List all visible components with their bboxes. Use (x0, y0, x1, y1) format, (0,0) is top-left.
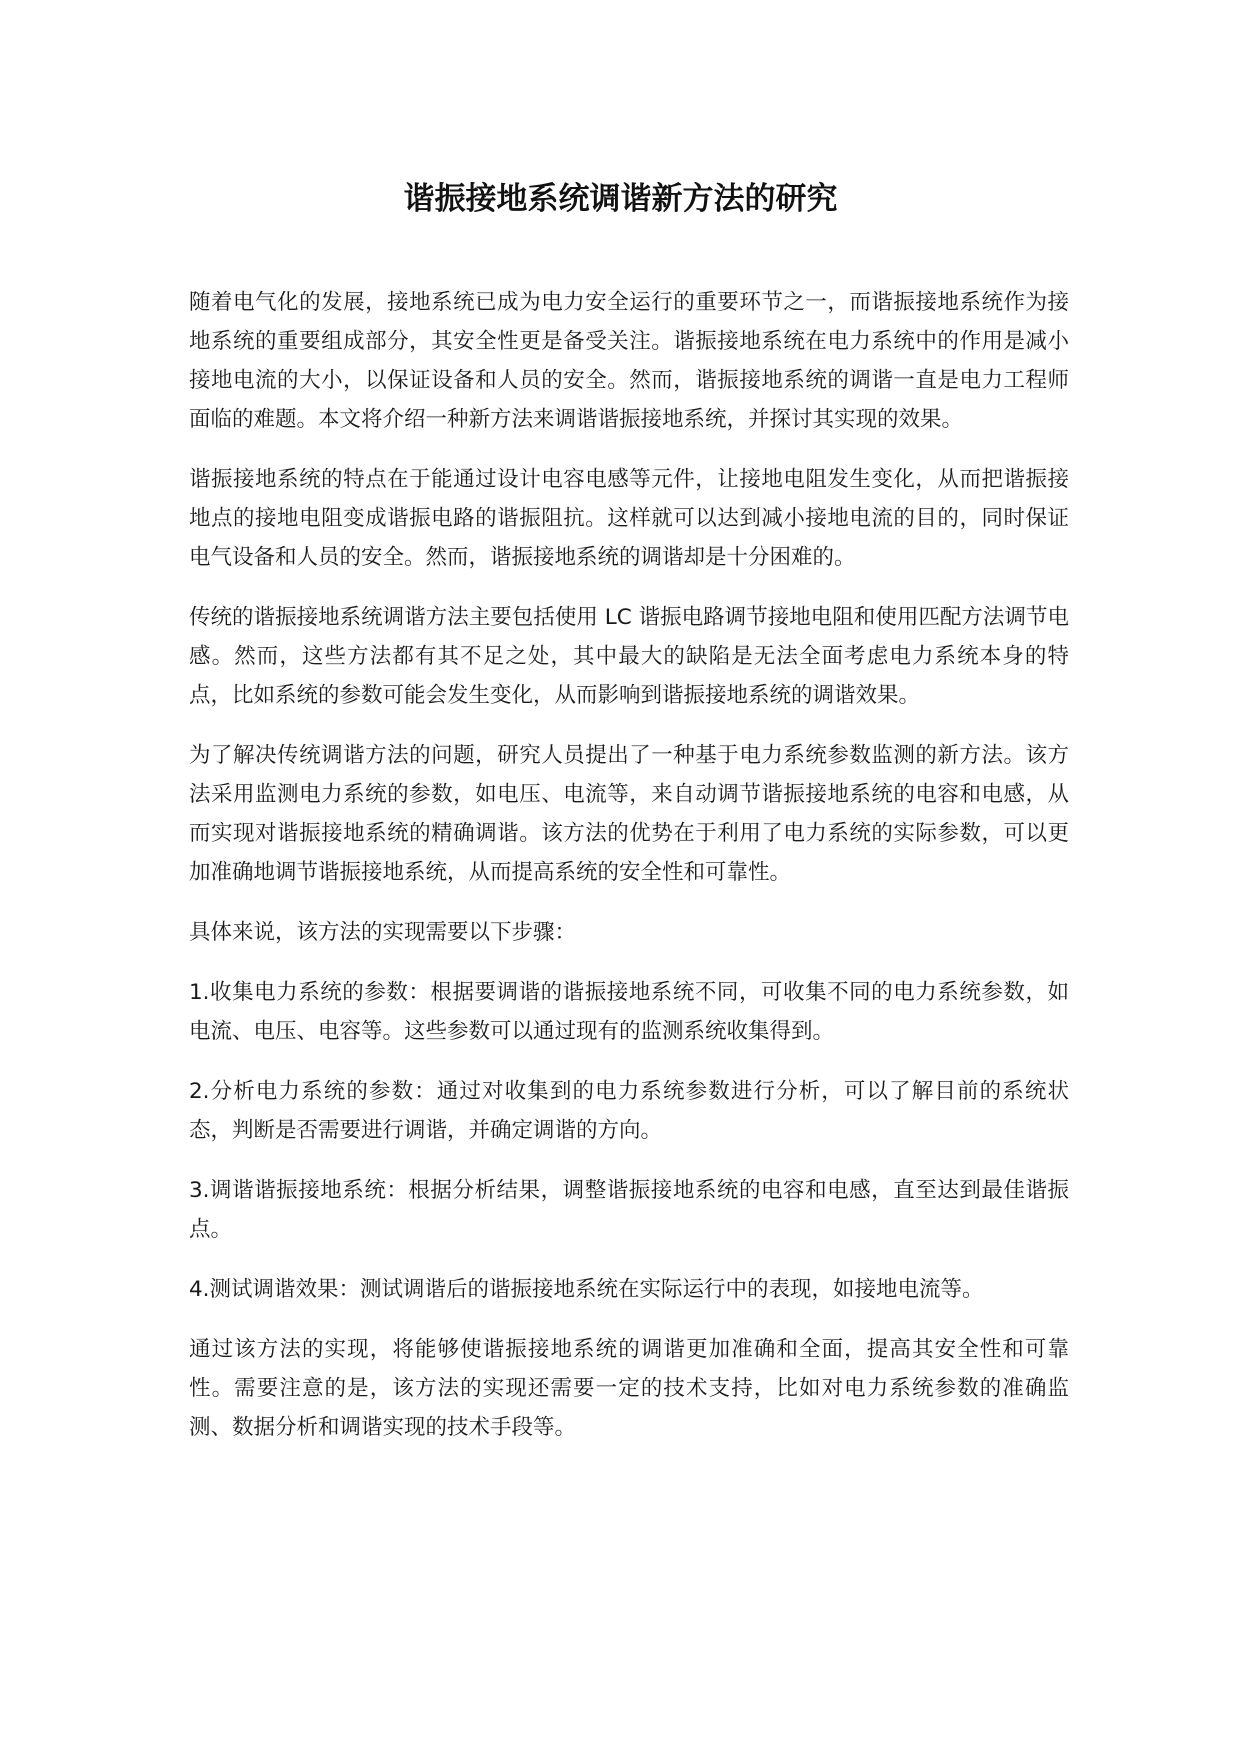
paragraph-step-1: 1.收集电力系统的参数：根据要调谐的谐振接地系统不同，可收集不同的电力系统参数，如电流、电压、电容等。这些参数可以通过现有的监测系统收集得到。 (189, 980, 1069, 1044)
document-title: 谐振接地系统调谐新方法的研究 (403, 181, 838, 217)
paragraph-traditional-methods: 传统的谐振接地系统调谐方法主要包括使用 LC 谐振电路调节接地电阻和使用匹配方法调节电感。然而，这些方法都有其不足之处，其中最大的缺陷是无法全面考虑电力系统本身的特点，比如系统的参数可能会发生变化，从而影响到谐振接地系统的调谐效果。 (189, 605, 1069, 708)
paragraph-step-4: 4.测试调谐效果：测试调谐后的谐振接地系统在实际运行中的表现，如接地电流等。 (189, 1277, 984, 1302)
paragraph-step-3: 3.调谐谐振接地系统：根据分析结果，调整谐振接地系统的电容和电感，直至达到最佳谐振点。 (189, 1178, 1069, 1242)
paragraph-conclusion: 通过该方法的实现，将能够使谐振接地系统的调谐更加准确和全面，提高其安全性和可靠性。需要注意的是，该方法的实现还需要一定的技术支持，比如对电力系统参数的准确监测、数据分析和调谐实现的技术手段等。 (189, 1337, 1069, 1440)
paragraph-new-method: 为了解决传统调谐方法的问题，研究人员提出了一种基于电力系统参数监测的新方法。该方法采用监测电力系统的参数，如电压、电流等，来自动调节谐振接地系统的电容和电感，从而实现对谐振接地系统的精确调谐。该方法的优势在于利用了电力系统的实际参数，可以更加准确地调节谐振接地系统，从而提高系统的安全性和可靠性。 (189, 743, 1069, 885)
paragraph-characteristics: 谐振接地系统的特点在于能通过设计电容电感等元件，让接地电阻发生变化，从而把谐振接地点的接地电阻变成谐振电路的谐振阻抗。这样就可以达到减小接地电流的目的，同时保证电气设备和人员的安全。然而，谐振接地系统的调谐却是十分困难的。 (189, 467, 1069, 570)
document-body (189, 283, 1069, 1468)
paragraph-intro: 随着电气化的发展，接地系统已成为电力安全运行的重要环节之一，而谐振接地系统作为接地系统的重要组成部分，其安全性更是备受关注。谐振接地系统在电力系统中的作用是减小接地电流的大小，以保证设备和人员的安全。然而，谐振接地系统的调谐一直是电力工程师面临的难题。本文将介绍一种新方法来调谐谐振接地系统，并探讨其实现的效果。 (189, 290, 1069, 432)
paragraph-step-2: 2.分析电力系统的参数：通过对收集到的电力系统参数进行分析，可以了解目前的系统状态，判断是否需要进行调谐，并确定调谐的方向。 (189, 1079, 1069, 1143)
paragraph-steps-intro: 具体来说，该方法的实现需要以下步骤： (189, 920, 577, 945)
